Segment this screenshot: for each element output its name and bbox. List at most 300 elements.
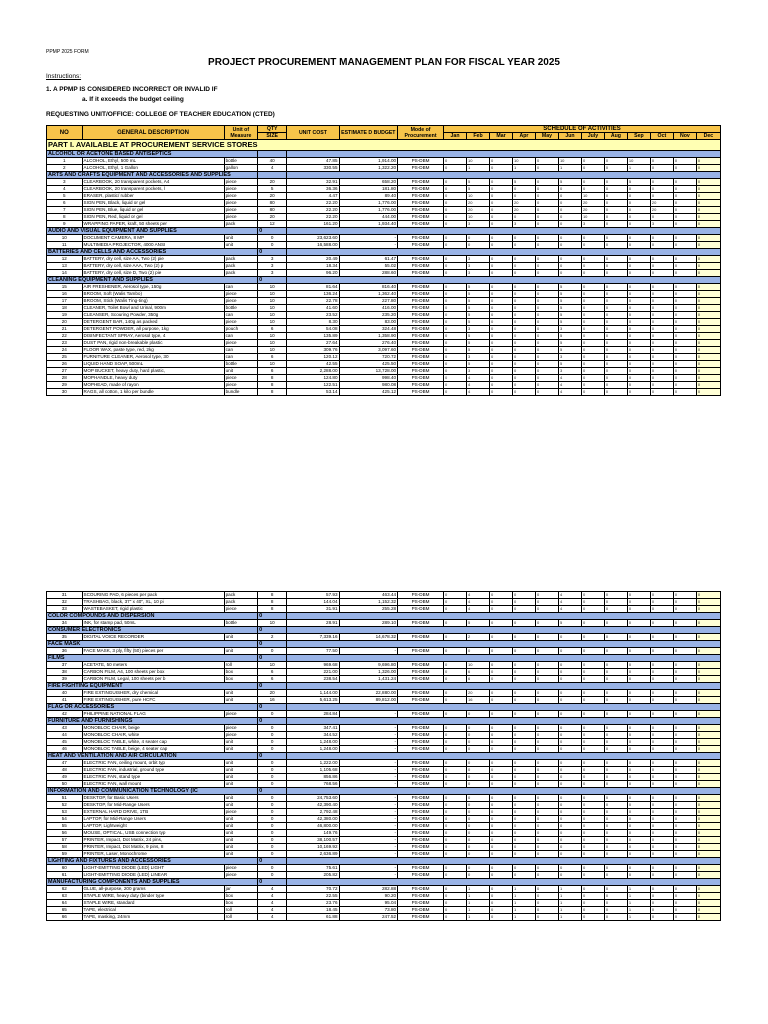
schedule-cell: 0 [673,284,696,291]
schedule-cell: 0 [444,263,467,270]
schedule-cell: 0 [581,900,604,907]
schedule-cell: 0 [627,648,650,655]
schedule-cell: 0 [604,823,627,830]
schedule-cell: 0 [696,795,720,802]
category-label: CLEANING EQUIPMENT AND SUPPLIES [47,277,258,284]
table-row [47,767,721,774]
table-row [47,816,721,823]
item-unit: pack [224,256,257,263]
schedule-cell: 0 [512,634,535,641]
schedule-cell: 0 [650,830,673,837]
item-qty: 40 [258,158,287,165]
item-unit: pack [224,592,257,599]
schedule-cell: 0 [558,746,581,753]
schedule-cell: 0 [444,676,467,683]
schedule-cell: 0 [581,312,604,319]
schedule-cell: 0 [490,809,513,816]
schedule-cell: 0 [581,711,604,718]
schedule-cell: 0 [650,816,673,823]
item-unit: unit [224,851,257,858]
item-mode: PS-DBM [398,207,444,214]
table-row [47,893,721,900]
schedule-cell: 0 [673,711,696,718]
schedule-cell: 0 [604,361,627,368]
schedule-cell: 0 [581,389,604,396]
schedule-cell: 0 [558,781,581,788]
item-unit: bottle [224,158,257,165]
item-budget: - [339,774,398,781]
item-unit: roll [224,914,257,921]
schedule-cell: 0 [444,690,467,697]
schedule-cell: 0 [696,284,720,291]
item-budget: 998.40 [339,375,398,382]
item-budget: - [339,865,398,872]
schedule-cell: 0 [444,872,467,879]
category-row [47,172,721,179]
item-no: 62 [47,886,83,893]
schedule-cell: 0 [673,809,696,816]
schedule-cell: 0 [673,886,696,893]
header-description: GENERAL DESCRIPTION [82,126,224,140]
part-row [47,140,721,151]
schedule-cell: 1 [627,914,650,921]
table-row [47,620,721,627]
item-no: 21 [47,326,83,333]
table-row [47,270,721,277]
item-mode: PS-DBM [398,368,444,375]
item-description: FLOOR WAX, paste type, red, 2kg [82,347,224,354]
header-unit-cost: UNIT COST [287,126,339,140]
schedule-cell: 0 [650,676,673,683]
item-unit-cost: 57.93 [287,592,339,599]
schedule-cell: 5 [558,333,581,340]
item-no: 46 [47,746,83,753]
schedule-cell: 0 [444,214,467,221]
item-qty: 0 [258,746,287,753]
schedule-cell: 0 [467,760,490,767]
schedule-cell: 0 [512,662,535,669]
item-no: 22 [47,333,83,340]
category-row [47,683,721,690]
table-row [47,865,721,872]
schedule-cell: 0 [490,340,513,347]
schedule-cell: 0 [581,361,604,368]
schedule-cell: 0 [696,382,720,389]
schedule-cell: 0 [627,256,650,263]
item-unit-cost: 42.55 [287,361,339,368]
category-qty: 0 [258,704,287,711]
item-budget: 1,934.40 [339,221,398,228]
category-label: HEAT AND VENTILATION AND AIR CIRCULATION [47,753,258,760]
schedule-cell: 0 [581,263,604,270]
item-mode: PS-DBM [398,291,444,298]
item-no: 49 [47,774,83,781]
schedule-cell: 3 [467,256,490,263]
schedule-cell: 1 [627,165,650,172]
item-mode: PS-DBM [398,620,444,627]
item-unit-cost: 2,636.89 [287,851,339,858]
item-description: MOP BUCKET, heavy duty, hard plastic, [82,368,224,375]
schedule-cell: 0 [558,795,581,802]
schedule-cell: 0 [650,214,673,221]
schedule-cell: 0 [673,291,696,298]
schedule-cell: 0 [650,865,673,872]
item-budget: - [339,844,398,851]
schedule-cell: 0 [604,186,627,193]
item-description: CLEARBOOK, 20 transparent pockets, A4 [82,179,224,186]
schedule-cell: 0 [444,347,467,354]
item-qty: 0 [258,844,287,851]
schedule-cell: 0 [558,690,581,697]
schedule-cell: 0 [696,746,720,753]
schedule-cell: 0 [604,298,627,305]
schedule-cell: 0 [581,697,604,704]
item-unit: piece [224,725,257,732]
item-no: 18 [47,305,83,312]
header-month: Sep [627,133,650,140]
schedule-cell: 0 [512,746,535,753]
table-row [47,739,721,746]
schedule-cell: 0 [650,802,673,809]
schedule-cell: 0 [581,368,604,375]
item-budget: - [339,872,398,879]
schedule-cell: 0 [535,746,558,753]
category-qty: 0 [258,718,287,725]
item-description: DIGITAL VOICE RECORDER [82,634,224,641]
schedule-cell: 0 [650,319,673,326]
item-mode: PS-DBM [398,795,444,802]
item-description: CARBON FILM, A4, 100 sheets per box [82,669,224,676]
item-description: PRINTER, Impact, Dot Matrix, 9 pins, 8 [82,844,224,851]
schedule-cell: 0 [581,599,604,606]
schedule-cell: 0 [444,242,467,249]
item-budget: 13,728.00 [339,368,398,375]
schedule-cell: 0 [696,165,720,172]
schedule-cell: 0 [444,165,467,172]
item-qty: 80 [258,200,287,207]
schedule-cell: 0 [604,760,627,767]
schedule-cell: 5 [558,340,581,347]
item-mode: PS-DBM [398,907,444,914]
instruction-1: 1. A PPMP IS CONSIDERED INCORRECT OR INVALID IF [46,86,218,93]
item-description: LAPTOP, for Mid-Range Users [82,816,224,823]
schedule-cell: 0 [604,774,627,781]
table-row [47,676,721,683]
schedule-cell: 0 [604,599,627,606]
schedule-cell: 0 [444,382,467,389]
schedule-cell: 0 [512,767,535,774]
schedule-cell: 0 [604,305,627,312]
item-description: DETERGENT POWDER, all purpose, 1kg [82,326,224,333]
table-row [47,291,721,298]
schedule-cell: 10 [627,158,650,165]
item-budget: - [339,235,398,242]
item-no: 6 [47,200,83,207]
category-filler [287,879,721,886]
schedule-cell: 1 [512,900,535,907]
category-row [47,753,721,760]
item-qty: 5 [258,186,287,193]
schedule-cell: 0 [604,690,627,697]
schedule-cell: 0 [581,270,604,277]
schedule-cell: 0 [490,305,513,312]
schedule-cell: 0 [581,802,604,809]
table-row [47,802,721,809]
table-row [47,361,721,368]
item-no: 26 [47,361,83,368]
item-description: BATTERY, dry cell, size D, Two (2) pie [82,270,224,277]
schedule-cell: 0 [490,781,513,788]
item-unit-cost: 81.64 [287,284,339,291]
schedule-cell: 0 [535,690,558,697]
schedule-cell: 0 [512,354,535,361]
schedule-cell: 0 [696,599,720,606]
item-no: 4 [47,186,83,193]
header-month: Nov [673,133,696,140]
schedule-cell: 0 [558,760,581,767]
item-description: ACETATE, 50 meters [82,662,224,669]
schedule-cell: 0 [673,732,696,739]
item-description: MULTIMEDIA PROJECTOR, 4000 ANSI [82,242,224,249]
schedule-cell: 0 [558,235,581,242]
item-mode: PS-DBM [398,767,444,774]
item-description: INK, for stamp pad, 50mL [82,620,224,627]
schedule-cell: 0 [696,193,720,200]
schedule-cell: 0 [490,606,513,613]
item-unit-cost: 122.51 [287,382,339,389]
item-qty: 20 [258,214,287,221]
item-qty: 0 [258,816,287,823]
schedule-cell: 0 [558,221,581,228]
schedule-cell: 0 [444,312,467,319]
schedule-cell: 0 [558,648,581,655]
schedule-cell: 0 [696,739,720,746]
item-unit: box [224,669,257,676]
item-mode: PS-DBM [398,865,444,872]
schedule-cell: 0 [444,620,467,627]
table-row [47,158,721,165]
table-row [47,368,721,375]
schedule-cell: 0 [535,795,558,802]
item-budget: 425.12 [339,389,398,396]
schedule-cell: 0 [604,165,627,172]
item-unit-cost: 46,800.00 [287,823,339,830]
item-no: 17 [47,298,83,305]
item-qty: 10 [258,662,287,669]
schedule-cell: 0 [490,620,513,627]
schedule-cell: 0 [535,200,558,207]
table-row [47,690,721,697]
schedule-cell: 0 [444,375,467,382]
schedule-cell: 0 [512,872,535,879]
item-unit-cost: 149.76 [287,830,339,837]
schedule-cell: 0 [627,837,650,844]
schedule-cell: 0 [650,347,673,354]
category-filler [287,277,721,284]
header-month: Feb [467,133,490,140]
category-qty: 0 [258,753,287,760]
item-budget: 1,776.00 [339,207,398,214]
schedule-cell: 3 [467,270,490,277]
schedule-cell: 0 [604,354,627,361]
item-unit-cost: 969.68 [287,662,339,669]
item-unit: piece [224,186,257,193]
schedule-cell: 0 [696,368,720,375]
item-qty: 8 [258,382,287,389]
schedule-cell: 1 [512,165,535,172]
schedule-cell: 0 [444,816,467,823]
schedule-cell: 0 [604,844,627,851]
schedule-cell: 0 [650,697,673,704]
item-description: FACE MASK, 3 ply, fifty (50) pieces per [82,648,224,655]
item-unit: unit [224,697,257,704]
item-budget: - [339,837,398,844]
header-row [47,126,721,133]
schedule-cell: 0 [627,844,650,851]
schedule-cell: 0 [627,221,650,228]
schedule-cell: 0 [535,599,558,606]
schedule-cell: 0 [581,816,604,823]
schedule-cell: 0 [444,697,467,704]
table-row [47,886,721,893]
item-unit-cost: 42,390.40 [287,802,339,809]
schedule-cell: 0 [696,270,720,277]
item-budget: - [339,767,398,774]
schedule-cell: 0 [696,907,720,914]
item-unit: piece [224,375,257,382]
schedule-cell: 0 [444,606,467,613]
schedule-cell: 0 [627,200,650,207]
schedule-cell: 1 [512,886,535,893]
category-qty: 0 [258,277,287,284]
item-budget: 90.20 [339,893,398,900]
schedule-cell: 0 [444,886,467,893]
item-no: 20 [47,319,83,326]
item-mode: PS-DBM [398,284,444,291]
schedule-cell: 0 [444,767,467,774]
schedule-cell: 20 [467,200,490,207]
schedule-cell: 0 [627,305,650,312]
schedule-cell: 4 [558,592,581,599]
schedule-cell: 0 [696,361,720,368]
schedule-cell: 0 [673,690,696,697]
item-qty: 0 [258,725,287,732]
schedule-cell: 0 [581,823,604,830]
schedule-cell: 0 [696,256,720,263]
schedule-cell: 0 [581,844,604,851]
schedule-cell: 0 [673,739,696,746]
category-qty: 0 [258,613,287,620]
item-qty: 10 [258,361,287,368]
schedule-cell: 0 [604,256,627,263]
item-description: ERASER, plastic/ rubber [82,193,224,200]
item-qty: 20 [258,179,287,186]
item-no: 61 [47,872,83,879]
item-qty: 8 [258,375,287,382]
schedule-cell: 0 [512,284,535,291]
item-unit-cost: 75.61 [287,865,339,872]
schedule-cell: 0 [444,795,467,802]
schedule-cell: 1 [558,907,581,914]
category-row [47,249,721,256]
schedule-cell: 0 [627,739,650,746]
schedule-cell: 0 [604,319,627,326]
item-qty: 0 [258,795,287,802]
schedule-cell: 4 [558,599,581,606]
item-qty: 3 [258,263,287,270]
header-month: Dec [696,133,720,140]
schedule-cell: 0 [650,158,673,165]
schedule-cell: 0 [650,179,673,186]
schedule-cell: 0 [627,298,650,305]
schedule-cell: 0 [512,690,535,697]
schedule-cell: 4 [467,375,490,382]
schedule-cell: 0 [558,186,581,193]
item-unit-cost: 27.64 [287,340,339,347]
item-unit-cost: 28.91 [287,620,339,627]
schedule-cell: 0 [490,599,513,606]
header-schedule: SCHEDULE OF ACTIVITIES [444,126,721,133]
schedule-cell: 0 [604,669,627,676]
schedule-cell: 20 [467,690,490,697]
schedule-cell: 0 [673,340,696,347]
item-budget: 14,678.32 [339,634,398,641]
schedule-cell: 0 [673,158,696,165]
schedule-cell: 0 [490,697,513,704]
item-unit: unit [224,739,257,746]
schedule-cell: 0 [650,690,673,697]
item-unit: bottle [224,361,257,368]
schedule-cell: 5 [558,291,581,298]
item-qty: 10 [258,319,287,326]
schedule-cell: 1 [627,893,650,900]
schedule-cell: 0 [696,865,720,872]
schedule-cell: 0 [581,781,604,788]
schedule-cell: 0 [535,634,558,641]
schedule-cell: 0 [673,270,696,277]
item-no: 30 [47,389,83,396]
schedule-cell: 0 [604,697,627,704]
item-mode: PS-DBM [398,333,444,340]
category-row [47,613,721,620]
schedule-cell: 5 [558,620,581,627]
schedule-cell: 0 [581,298,604,305]
schedule-cell: 4 [467,382,490,389]
item-no: 41 [47,697,83,704]
schedule-cell: 0 [627,368,650,375]
item-mode: PS-DBM [398,739,444,746]
item-unit: unit [224,844,257,851]
schedule-cell: 0 [558,739,581,746]
item-description: RAGS, all cotton, 1 kilo per bundle [82,389,224,396]
schedule-cell: 1 [467,165,490,172]
schedule-cell: 0 [512,242,535,249]
schedule-cell: 0 [604,347,627,354]
table-row [47,592,721,599]
schedule-cell: 0 [535,865,558,872]
schedule-cell: 0 [627,340,650,347]
schedule-cell: 0 [444,746,467,753]
schedule-cell: 5 [467,620,490,627]
item-unit: piece [224,732,257,739]
item-no: 29 [47,382,83,389]
schedule-cell: 5 [558,319,581,326]
schedule-cell: 0 [627,809,650,816]
schedule-cell: 0 [490,326,513,333]
item-qty: 4 [258,893,287,900]
header-month: Oct [650,133,673,140]
schedule-cell: 5 [467,340,490,347]
